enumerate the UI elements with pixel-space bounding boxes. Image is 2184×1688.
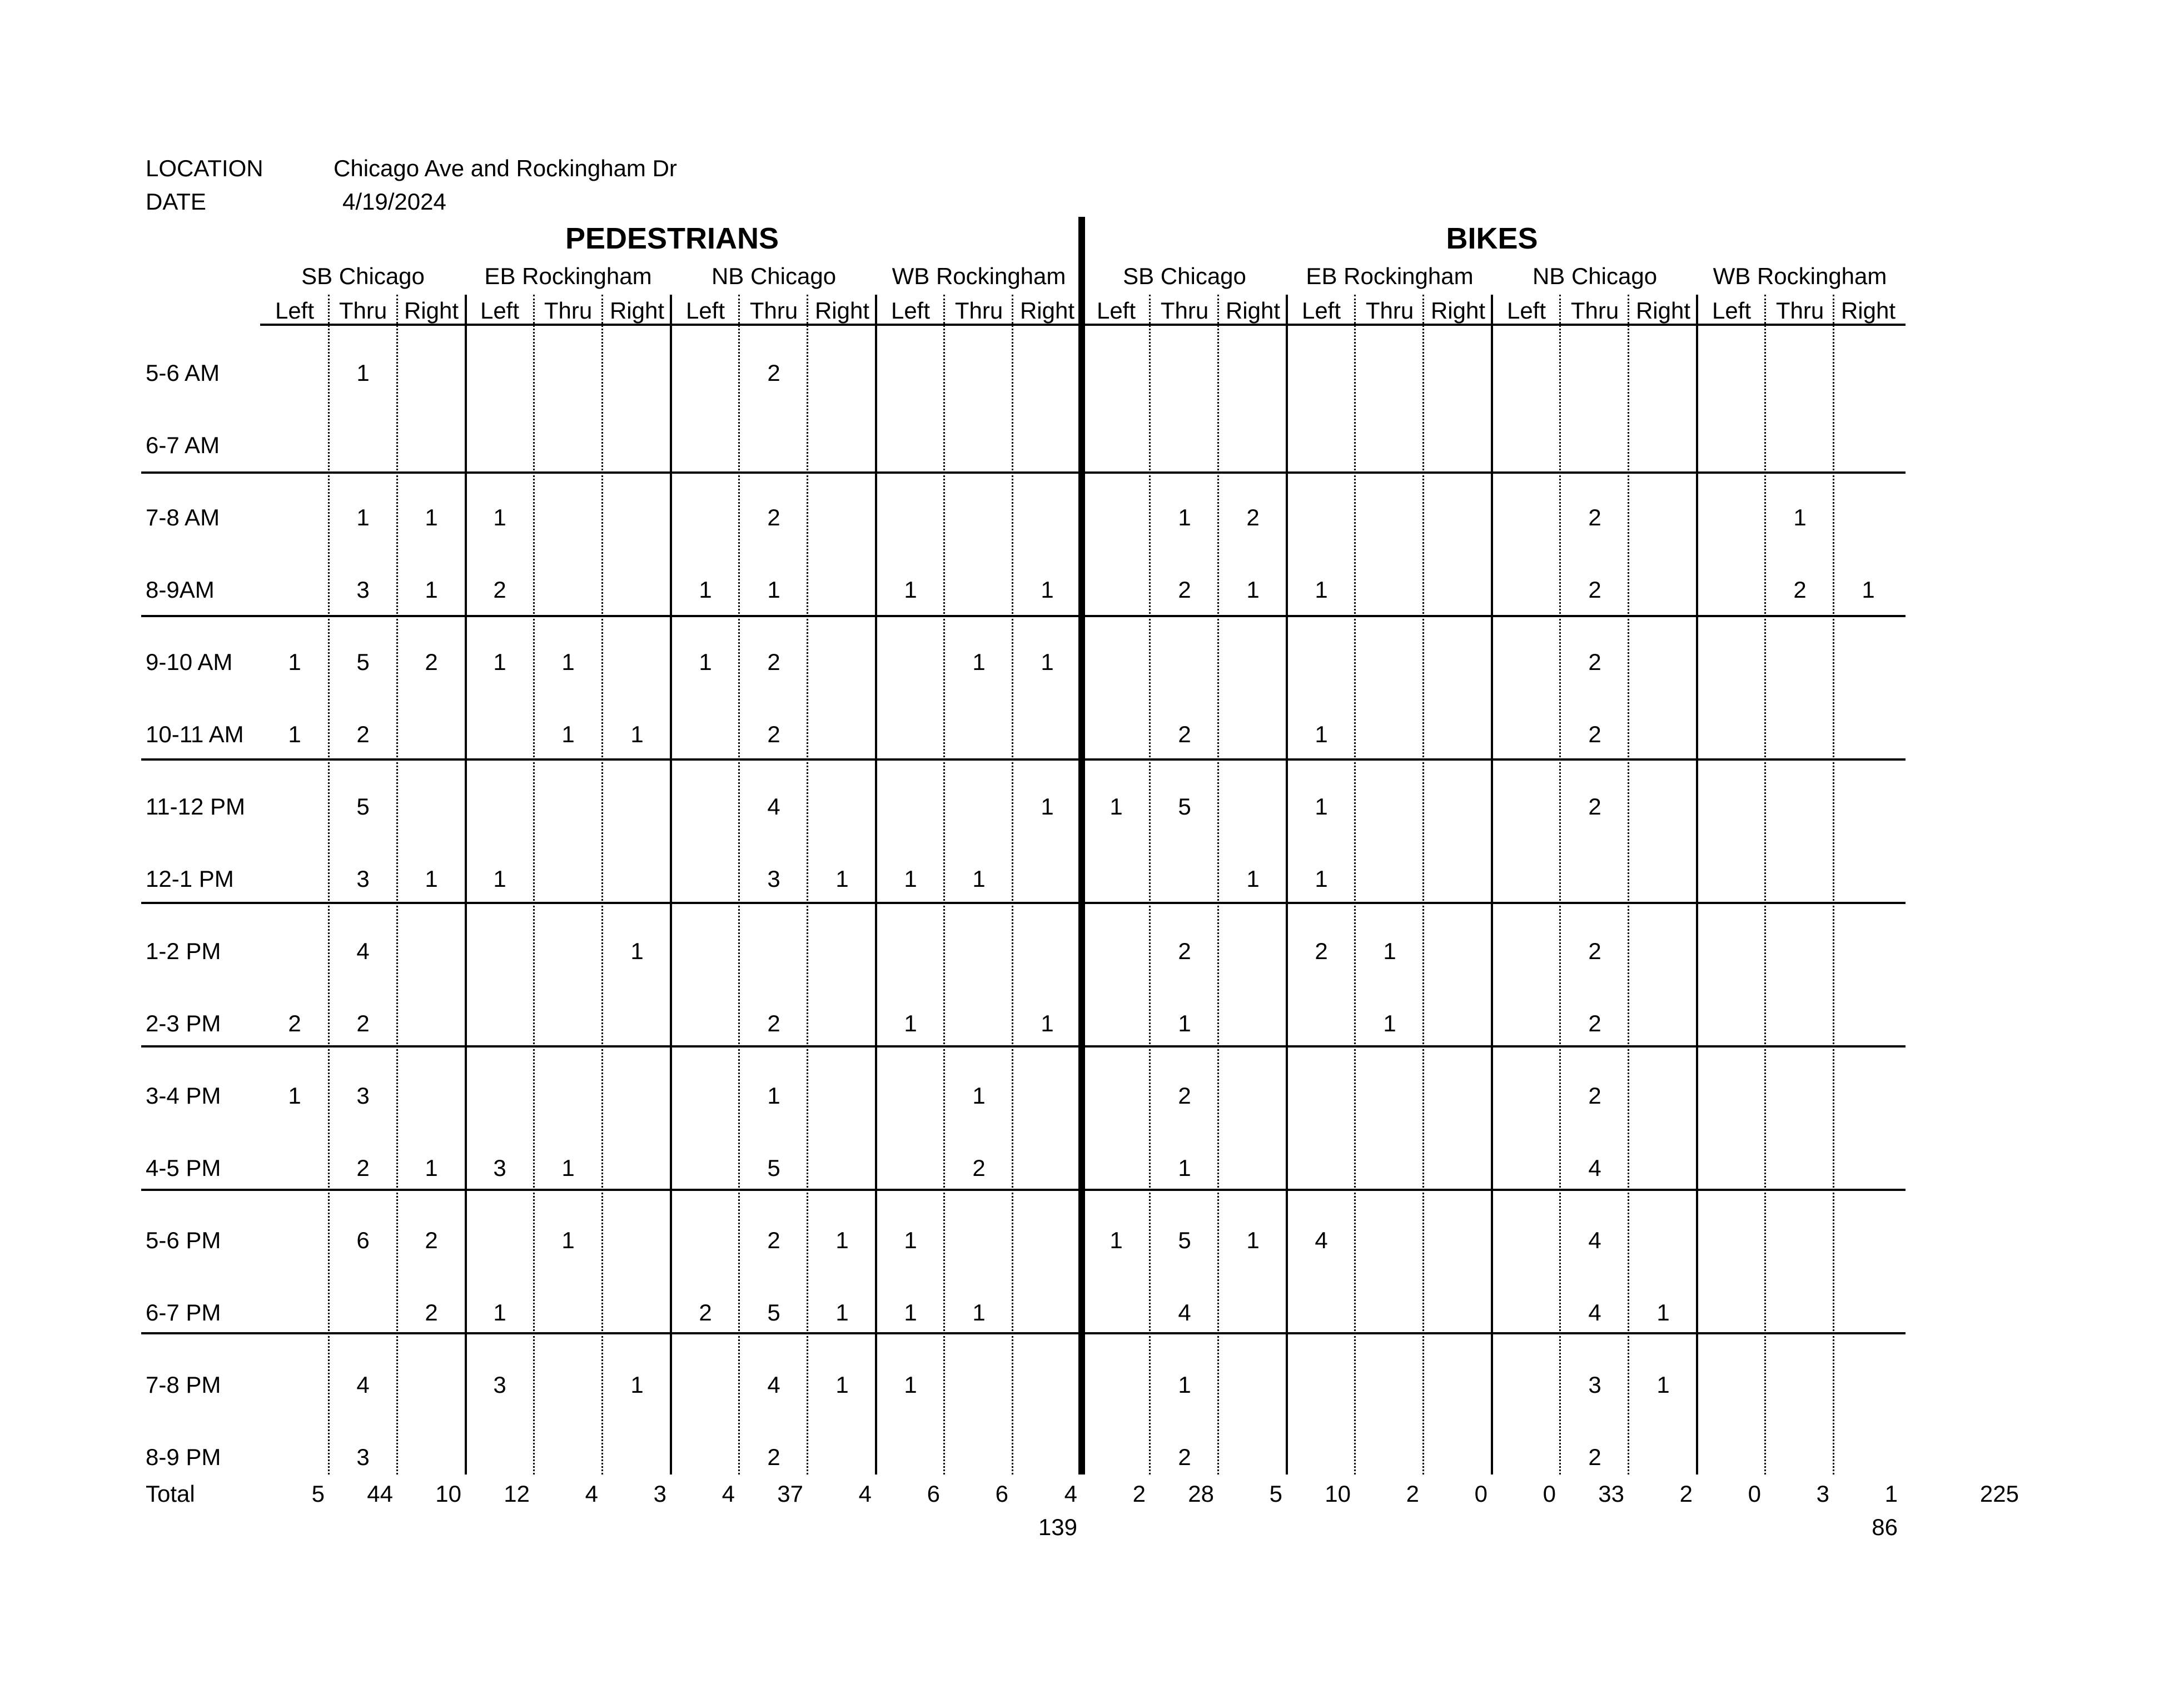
row-separator [141,615,1906,617]
count-cell: 1 [561,1155,575,1181]
count-cell: 2 [972,1155,986,1181]
count-cell: 4 [356,1372,370,1398]
count-cell: 1 [1315,577,1328,603]
total-label: Total [146,1481,195,1507]
row-label: 6-7 AM [146,432,220,458]
count-cell: 2 [356,1155,370,1181]
count-cell: 2 [1178,721,1191,747]
sub-header: Left [1301,297,1341,324]
count-cell: 3 [356,577,370,603]
count-cell: 2 [1588,793,1601,820]
row-separator [141,471,1906,474]
total-cell: 5 [311,1481,325,1507]
count-cell: 3 [356,866,370,892]
total-cell: 10 [435,1481,461,1507]
sub-header: Thru [544,297,593,324]
group-header: NB Chicago [1532,263,1658,289]
count-cell: 2 [767,721,780,747]
count-cell: 2 [1315,938,1328,964]
count-cell: 1 [425,866,438,892]
total-cell: 33 [1598,1481,1624,1507]
total-cell: 2 [1679,1481,1693,1507]
count-cell: 6 [356,1227,370,1253]
pedestrians-subtotal: 139 [1038,1514,1077,1540]
count-cell: 1 [356,360,370,386]
count-cell: 1 [904,1227,917,1253]
sub-header: Left [1506,297,1546,324]
sub-header: Left [275,297,315,324]
count-cell: 1 [1315,721,1328,747]
count-cell: 2 [1246,504,1260,530]
count-cell: 1 [699,577,712,603]
total-cell: 6 [927,1481,940,1507]
total-cell: 10 [1325,1481,1351,1507]
count-cell: 5 [767,1299,780,1325]
count-cell: 2 [425,1299,438,1325]
sub-header: Left [1712,297,1752,324]
count-cell: 1 [904,866,917,892]
count-cell: 3 [767,866,780,892]
count-cell: 5 [1178,793,1191,820]
total-cell: 1 [1884,1481,1898,1507]
row-label: 5-6 AM [146,360,220,386]
count-cell: 2 [288,1010,301,1036]
count-cell: 2 [425,649,438,675]
sub-header: Thru [749,297,798,324]
total-cell: 2 [1406,1481,1419,1507]
count-cell: 3 [356,1083,370,1109]
row-label: 4-5 PM [146,1155,221,1181]
sub-header: Thru [1775,297,1824,324]
count-cell: 1 [767,1083,780,1109]
count-cell: 5 [356,793,370,820]
total-cell: 4 [858,1481,872,1507]
total-cell: 0 [1748,1481,1761,1507]
count-cell: 4 [1588,1155,1601,1181]
sub-header: Right [1225,297,1281,324]
count-cell: 2 [1178,1444,1191,1470]
count-cell: 1 [288,721,301,747]
count-cell: 2 [767,504,780,530]
group-header: EB Rockingham [1306,263,1474,289]
count-cell: 1 [835,1299,849,1325]
count-cell: 2 [767,360,780,386]
count-cell: 1 [1246,1227,1260,1253]
row-label: 7-8 AM [146,504,220,530]
count-cell: 4 [767,793,780,820]
count-cell: 1 [835,1227,849,1253]
count-cell: 1 [1383,938,1396,964]
count-cell: 2 [767,1444,780,1470]
count-cell: 1 [699,649,712,675]
sub-header: Right [609,297,665,324]
count-cell: 4 [1588,1227,1601,1253]
count-cell: 4 [1588,1299,1601,1325]
count-cell: 2 [767,1227,780,1253]
count-cell: 1 [630,721,644,747]
date-label: DATE [146,188,206,215]
sub-header: Right [1840,297,1896,324]
count-cell: 1 [1383,1010,1396,1036]
count-cell: 2 [493,577,506,603]
count-cell: 4 [1178,1299,1191,1325]
count-cell: 3 [1588,1372,1601,1398]
row-label: 6-7 PM [146,1299,221,1325]
group-header: NB Chicago [711,263,837,289]
total-cell: 4 [722,1481,735,1507]
total-cell: 4 [585,1481,598,1507]
count-cell: 1 [1315,793,1328,820]
count-cell: 2 [1588,649,1601,675]
count-cell: 2 [1178,1083,1191,1109]
sub-header: Left [1096,297,1136,324]
sub-header: Thru [1365,297,1414,324]
section-divider [1078,217,1085,1474]
row-label: 8-9 PM [146,1444,221,1470]
count-cell: 1 [493,649,506,675]
count-cell: 5 [356,649,370,675]
count-cell: 1 [1041,1010,1054,1036]
count-cell: 2 [767,649,780,675]
row-separator [141,758,1906,761]
count-cell: 1 [1656,1299,1670,1325]
row-separator [141,1189,1906,1191]
count-cell: 2 [1588,577,1601,603]
total-cell: 4 [1064,1481,1077,1507]
count-cell: 2 [1588,504,1601,530]
row-label: 9-10 AM [146,649,233,675]
total-cell: 3 [653,1481,666,1507]
count-cell: 1 [1246,577,1260,603]
count-cell: 1 [904,1299,917,1325]
sub-header: Right [1019,297,1075,324]
count-cell: 5 [1178,1227,1191,1253]
location-label: LOCATION [146,155,263,181]
sub-header: Thru [339,297,387,324]
pedestrians-title: PEDESTRIANS [565,222,779,255]
count-cell: 1 [630,1372,644,1398]
group-header: SB Chicago [301,263,425,289]
count-cell: 4 [356,938,370,964]
count-cell: 2 [699,1299,712,1325]
count-cell: 5 [767,1155,780,1181]
date-value: 4/19/2024 [342,188,446,215]
count-cell: 1 [1110,793,1123,820]
total-cell: 44 [367,1481,393,1507]
bikes-subtotal: 86 [1872,1514,1898,1540]
count-cell: 1 [288,1083,301,1109]
sub-header: Thru [1570,297,1619,324]
count-cell: 1 [425,1155,438,1181]
grand-total: 225 [1979,1481,2019,1507]
total-cell: 2 [1132,1481,1146,1507]
total-cell: 6 [995,1481,1008,1507]
count-cell: 2 [425,1227,438,1253]
count-cell: 1 [1246,866,1260,892]
count-cell: 1 [288,649,301,675]
count-cell: 1 [1178,1155,1191,1181]
count-cell: 1 [1178,1372,1191,1398]
count-cell: 1 [1110,1227,1123,1253]
count-cell: 4 [1315,1227,1328,1253]
group-header: SB Chicago [1123,263,1246,289]
count-cell: 1 [425,504,438,530]
count-cell: 1 [1041,577,1054,603]
count-cell: 1 [972,649,986,675]
count-cell: 2 [1588,1083,1601,1109]
sub-header: Right [404,297,459,324]
count-cell: 1 [425,577,438,603]
count-cell: 2 [356,1010,370,1036]
sub-header: Right [1635,297,1691,324]
sub-header: Left [480,297,520,324]
count-cell: 1 [1041,649,1054,675]
total-cell: 0 [1543,1481,1556,1507]
count-cell: 1 [767,577,780,603]
total-cell: 12 [504,1481,530,1507]
count-cell: 2 [1588,938,1601,964]
group-header: WB Rockingham [1713,263,1887,289]
count-cell: 1 [1656,1372,1670,1398]
row-label: 3-4 PM [146,1083,221,1109]
row-separator [141,1045,1906,1047]
count-cell: 1 [835,866,849,892]
count-cell: 1 [493,866,506,892]
count-cell: 1 [493,1299,506,1325]
count-cell: 2 [356,721,370,747]
count-cell: 1 [1178,504,1191,530]
sub-header: Right [814,297,870,324]
count-cell: 1 [972,1083,986,1109]
sub-header: Right [1430,297,1486,324]
location-value: Chicago Ave and Rockingham Dr [334,155,677,181]
count-cell: 1 [972,866,986,892]
count-cell: 1 [1315,866,1328,892]
row-label: 7-8 PM [146,1372,221,1398]
count-cell: 1 [1178,1010,1191,1036]
count-cell: 1 [356,504,370,530]
count-cell: 2 [1588,1444,1601,1470]
count-cell: 1 [493,504,506,530]
count-cell: 2 [1178,938,1191,964]
count-cell: 3 [493,1372,506,1398]
row-separator [141,902,1906,904]
row-separator [141,1332,1906,1334]
count-cell: 2 [767,1010,780,1036]
row-label: 2-3 PM [146,1010,221,1036]
count-cell: 1 [972,1299,986,1325]
row-label: 5-6 PM [146,1227,221,1253]
sub-header: Left [890,297,931,324]
count-cell: 4 [767,1372,780,1398]
total-cell: 5 [1269,1481,1282,1507]
total-cell: 3 [1816,1481,1829,1507]
count-cell: 2 [1178,577,1191,603]
total-cell: 28 [1188,1481,1214,1507]
count-cell: 1 [904,1372,917,1398]
count-cell: 2 [1588,721,1601,747]
sub-header: Thru [1160,297,1209,324]
count-cell: 3 [356,1444,370,1470]
count-cell: 1 [561,649,575,675]
count-cell: 1 [904,1010,917,1036]
count-cell: 1 [1041,793,1054,820]
row-label: 1-2 PM [146,938,221,964]
count-cell: 1 [630,938,644,964]
count-cell: 1 [835,1372,849,1398]
row-label: 12-1 PM [146,866,234,892]
count-cell: 1 [1862,577,1875,603]
row-label: 10-11 AM [146,721,244,747]
count-cell: 1 [561,1227,575,1253]
sub-header: Left [685,297,725,324]
count-cell: 2 [1793,577,1807,603]
row-label: 8-9AM [146,577,215,603]
row-label: 11-12 PM [146,793,245,820]
total-cell: 0 [1474,1481,1487,1507]
count-cell: 1 [561,721,575,747]
count-cell: 3 [493,1155,506,1181]
sub-header: Thru [954,297,1003,324]
count-cell: 2 [1588,1010,1601,1036]
bikes-title: BIKES [1446,222,1538,255]
group-header: WB Rockingham [892,263,1066,289]
count-cell: 1 [904,577,917,603]
count-cell: 1 [1793,504,1807,530]
group-header: EB Rockingham [484,263,652,289]
total-cell: 37 [777,1481,803,1507]
